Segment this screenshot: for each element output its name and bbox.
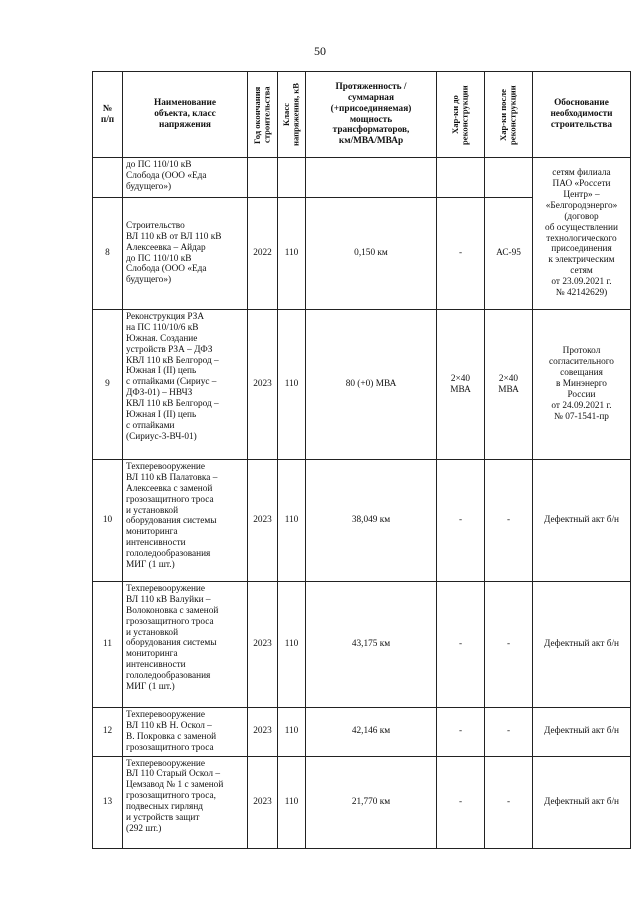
row-after: - [485, 582, 533, 708]
row-name: Техперевооружение ВЛ 110 кВ Валуйки – Волоконовка с заменой грозозащитного троса и установкой оборудования системы мониторинга интенсивности гололедообразования МИГ (1 шт.) [123, 582, 248, 708]
row-voltage: 110 [278, 756, 306, 848]
row-voltage: 110 [278, 198, 306, 310]
row-voltage: 110 [278, 708, 306, 757]
row-before [437, 158, 485, 198]
row-year: 2022 [248, 198, 278, 310]
header-length: Протяженность / суммарная (+присоединяемая) мощность трансформаторов, км/МВА/МВАр [306, 72, 437, 158]
row-basis: сетям филиала ПАО «Россети Центр» – «Белгородэнерго» (договор об осуществлении технологического присоединения к электрическим сетям от 23.09.2021 г. № 42142629) [533, 158, 631, 310]
row-after: - [485, 460, 533, 582]
row-num: 12 [93, 708, 123, 757]
row-voltage [278, 158, 306, 198]
row-before: - [437, 582, 485, 708]
row-num: 9 [93, 310, 123, 460]
row-basis: Дефектный акт б/н [533, 708, 631, 757]
header-voltage: Класс напряжения, кВ [281, 83, 301, 146]
row-before: - [437, 460, 485, 582]
header-name: Наименование объекта, класс напряжения [123, 72, 248, 158]
row-voltage: 110 [278, 460, 306, 582]
row-voltage: 110 [278, 310, 306, 460]
row-name: Техперевооружение ВЛ 110 кВ Н. Оскол – В. Покровка с заменой грозозащитного троса [123, 708, 248, 757]
row-name: Техперевооружение ВЛ 110 кВ Палатовка – Алексеевка с заменой грозозащитного троса и установкой оборудования системы мониторинга интенсивности гололедообразования МИГ (1 шт.) [123, 460, 248, 582]
row-length: 42,146 км [306, 708, 437, 757]
row-name: Строительство ВЛ 110 кВ от ВЛ 110 кВ Алексеевка – Айдар до ПС 110/10 кВ Слобода (ООО «Еда будущего») [123, 198, 248, 310]
row-name: Техперевооружение ВЛ 110 Старый Оскол – Цемзавод № 1 с заменой грозозащитного троса, подвесных гирлянд и устройств защит (292 шт.) [123, 756, 248, 848]
row-basis: Дефектный акт б/н [533, 756, 631, 848]
row-basis: Дефектный акт б/н [533, 460, 631, 582]
row-length: 38,049 км [306, 460, 437, 582]
row-year: 2023 [248, 310, 278, 460]
table-row [93, 708, 631, 757]
row-num: 13 [93, 756, 123, 848]
row-before: - [437, 708, 485, 757]
row-num [93, 158, 123, 198]
table-header-row [93, 72, 631, 158]
row-length: 0,150 км [306, 198, 437, 310]
header-num: № п/п [93, 72, 123, 158]
page-number: 50 [314, 44, 326, 58]
row-after: - [485, 708, 533, 757]
row-year: 2023 [248, 708, 278, 757]
row-after: - [485, 756, 533, 848]
row-after: АС-95 [485, 198, 533, 310]
row-after: 2×40 МВА [485, 310, 533, 460]
row-basis: Протокол согласительного совещания в Минэнерго России от 24.09.2021 г. № 07-1541-пр [533, 310, 631, 460]
row-length: 43,175 км [306, 582, 437, 708]
row-after [485, 158, 533, 198]
table-row [93, 310, 631, 460]
row-year: 2023 [248, 756, 278, 848]
row-before: 2×40 МВА [437, 310, 485, 460]
row-before: - [437, 756, 485, 848]
row-basis: Дефектный акт б/н [533, 582, 631, 708]
header-before: Хар-ки до реконструкции [450, 84, 470, 145]
row-name: Реконструкция РЗА на ПС 110/10/6 кВ Южная. Создание устройств РЗА – ДФЗ КВЛ 110 кВ Белгород – Южная I (II) цепь с отпайками (Сириус – ДФЗ-01) – НВЧЗ КВЛ 110 кВ Белгород – Южная I (II) цепь с отпайками (Сириус-3-ВЧ-01) [123, 310, 248, 460]
row-length: 21,770 км [306, 756, 437, 848]
header-year: Год окончания строительства [252, 85, 272, 144]
row-num: 8 [93, 198, 123, 310]
investment-program-table [92, 71, 631, 849]
row-length: 80 (+0) МВА [306, 310, 437, 460]
row-year [248, 158, 278, 198]
table-row [93, 460, 631, 582]
header-basis: Обоснование необходимости строительства [533, 72, 631, 158]
row-num: 10 [93, 460, 123, 582]
row-voltage: 110 [278, 582, 306, 708]
row-length [306, 158, 437, 198]
row-name: до ПС 110/10 кВ Слобода (ООО «Еда будущего») [123, 158, 248, 198]
header-after: Хар-ки после реконструкции [498, 84, 518, 145]
row-year: 2023 [248, 460, 278, 582]
table-row [93, 582, 631, 708]
row-year: 2023 [248, 582, 278, 708]
table-row [93, 756, 631, 848]
table-row [93, 158, 631, 198]
row-before: - [437, 198, 485, 310]
row-num: 11 [93, 582, 123, 708]
